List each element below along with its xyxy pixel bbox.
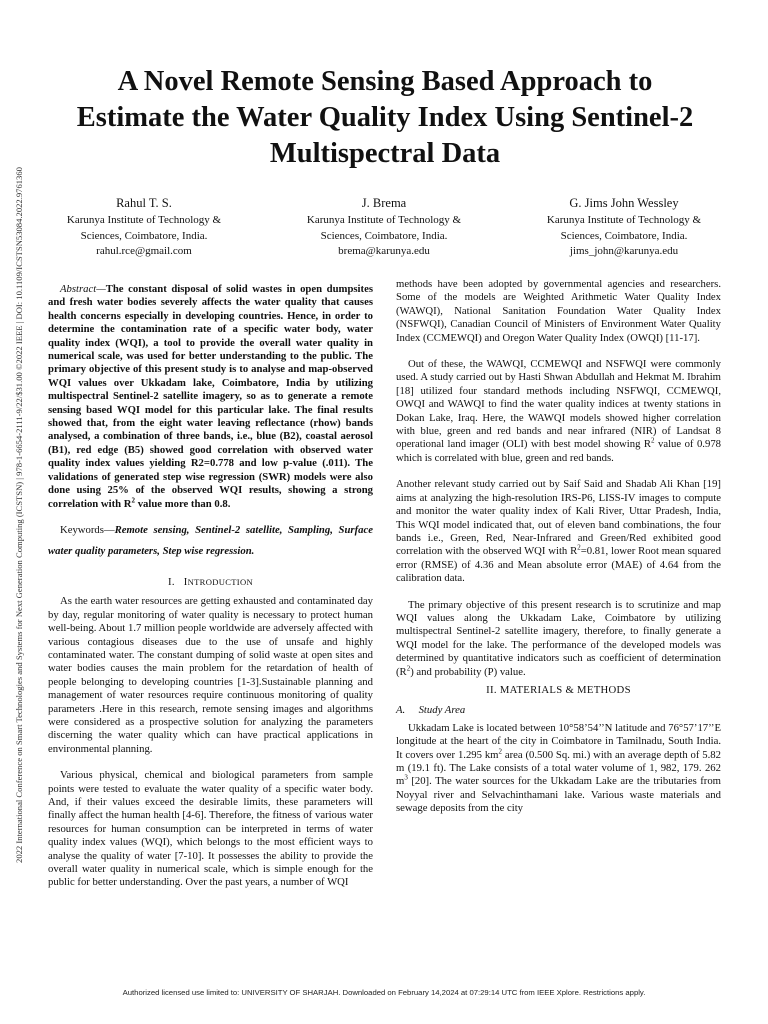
body-paragraph-4 [396, 599, 721, 679]
body-text: Out of these, the WAWQI, CCMEWQI and NSFWQI were commonly used. A study carried out by Hasti Shwan Abdullah and Hekmat M. Ibrahim [18] utilized four standard methods including NSFWQI, CCMEWQI, OWQI and WAWQI to find the water quality indices at twenty stations in Dokan Lake, Iraq. Here, the WAWQI models showed higher correlation with blue, green and red bands and near infrared (NIR) of Landsat 8 operational land imager (OLI) with best model showing R [396, 358, 721, 451]
body-text: =0.81, lower Root mean squared error (RMSE) of 4.36 and Mean absolute error (MAE) of 4.64 from the calibration data. [396, 545, 721, 585]
title-line-1: A Novel Remote Sensing Based Approach to [117, 66, 653, 97]
subsection-letter: A. [396, 704, 406, 717]
body-text: Ukkadam Lake is located between 10°58’54’’N latitude and 76°57’17’’E longitude at the heart of the city in Coimbatore in Tamilnadu, South India. It covers over 1.295 km [396, 721, 721, 761]
superscript: 2 [498, 747, 502, 756]
intro-paragraph-1: As the earth water resources are getting exhausted and contaminated day by day, regular monitoring of water quality is necessary to protect human well-being. About 1.7 million people worldwide are adversely affected with various contagious diseases due to the use of unsafe and highly contaminated water. The constant dumping of solid waste at open sites and water bodies causes the main problem for the retardation of health of people belonging to developing countries [1-3].Sustainable planning and management of water resources require continuous monitoring of quality parameters .Here in this research, remote sensing images and algorithms were considered as a prospective solution for analyzing the parameters discerning the water quality which can have practical applications in environmental planning. [48, 595, 373, 755]
section-heading-materials-methods: II. MATERIALS & METHODS [486, 683, 631, 696]
section-numeral: I. [168, 575, 175, 588]
author-name: G. Jims John Wessley [569, 196, 679, 210]
keywords-label: Keywords— [60, 523, 115, 536]
abstract-tail: value more than 0.8. [135, 497, 231, 510]
body-paragraph-3 [396, 478, 721, 585]
abstract-text: The constant disposal of solid wastes in open dumpsites and fresh water bodies severely affects the water quality that causes health concerns especially in developing countries. Hence, in order to determine the contamination rate of a specific water body, water quality index (WQI), a tool to provide the overall water quality in numerical scale, was used for better understanding to the public. The primary objective of this present study is to analyse and map-observed WQI values over Ukkadam lake, Coimbatore, India by utilizing multispectral Sentinel-2 satellite imagery, so as to generate a remote sensing based WQI model for this particular lake. The final results showed that, from the eight water leaving reflectance (rhow) bands analysed, a combination of three bands, i.e., blue (B2), coastal aerosol (B1), red edge (B5) showed good correlation with observed water quality index values yielding R2=0.778 and low p-value (.011). The validations of generated step wise regression (SWR) models were also done using 25% of the observed WQI results, showing a strong correlation with R [48, 283, 373, 510]
body-paragraph-1: methods have been adopted by governmental agencies and researchers. Some of the models are Weighted Arithmetic Water Quality Index (WAWQI), National Sanitation Foundation Water Quality Index (NSFWQI), Canadian Council of Ministers of Environment Water Quality Index (CCMEWQI) and Oregon Water Quality Index (OWQI) [11-17]. [396, 278, 721, 344]
license-footer: Authorized licensed use limited to: UNIVERSITY OF SHARJAH. Downloaded on February 14,2024 at 07:29:14 UTC from IEEE Xplore. Restrictions apply. [122, 988, 646, 997]
section-heading-introduction [48, 576, 373, 589]
body-paragraph-2 [396, 358, 721, 465]
superscript: 2 [406, 664, 411, 672]
subsection-title: Study Area [418, 704, 466, 717]
author-affiliation: Sciences, Coimbatore, India. [80, 229, 208, 242]
left-column [48, 283, 373, 890]
body-text: value of 0.978 which is correlated with blue, green and red bands. [396, 438, 722, 464]
body-text: Another relevant study carried out by Saif Said and Shadab Ali Khan [19] aims at analyzing the high-resolution IRS-P6, LISS-IV images to compute and monitor the water quality index of Kali River, Uttar Pradesh, India, This WQI model indicated that, out of eleven band combinations, the four bands i.e., Green, Red, Near-Infrared and Green/Red exhibited good correlation with the observed WQI with R [396, 478, 721, 558]
abstract-sup: 2 [131, 495, 136, 504]
title-line-2: Estimate the Water Quality Index Using Sentinel-2 [76, 102, 694, 133]
author-block-3 [504, 195, 744, 260]
author-name: J. Brema [361, 196, 407, 210]
keywords-text: Remote sensing, Sentinel-2 satellite, Sampling, Surface water quality parameters, Step wise regression. [48, 523, 373, 557]
doi-sidebar-text: 2022 International Conference on Smart Technologies and Systems for Next Generation Computing (ICSTSN) | 978-1-6654-2111-9/22/$31.00 ©2022 IEEE | DOI: 10.1109/ICSTSN53084.2022.9761360 [14, 167, 24, 863]
section-rest: NTRODUCTION [187, 576, 253, 587]
author-block-1 [24, 195, 264, 260]
superscript: 3 [404, 773, 408, 782]
author-affiliation: Karunya Institute of Technology & [66, 214, 222, 226]
superscript: 2 [577, 543, 581, 552]
body-text: The primary objective of this present research is to scrutinize and map WQI values along the Ukkadam Lake, Coimbatore by utilizing multispectral Sentinel-2 satellite imagery, therefore, to finally generate a WQI model for the lake. The performance of the developed models was determined by quantitative indicators such as coefficient of determination (R [396, 598, 721, 678]
section-initial: I [183, 575, 188, 588]
author-affiliation: Karunya Institute of Technology & [306, 214, 462, 226]
title-line-3: Multispectral Data [269, 138, 501, 169]
keywords [48, 520, 373, 562]
abstract-label: Abstract— [60, 283, 106, 295]
author-name: Rahul T. S. [116, 196, 172, 210]
body-paragraph-5 [396, 722, 721, 816]
body-text: [20]. The water sources for the Ukkadam Lake are the tributaries from Noyyal river and Selvachinthamani lake. Various waste materials and sewage deposits from the city [396, 775, 721, 815]
body-text: ) and probability (P) value. [410, 665, 526, 678]
author-affiliation: Karunya Institute of Technology & [546, 214, 702, 226]
superscript: 2 [651, 436, 655, 445]
author-email: jims_john@karunya.edu [569, 245, 679, 257]
paper-title [40, 64, 730, 172]
author-email: brema@karunya.edu [338, 245, 430, 257]
subsection-heading-study-area [396, 704, 721, 717]
abstract [48, 283, 373, 511]
author-email: rahul.rce@gmail.com [96, 245, 192, 257]
author-affiliation: Sciences, Coimbatore, India. [320, 229, 448, 242]
right-column [396, 278, 721, 816]
body-text: area (0.500 Sq. mi.) with an average depth of 5.82 m (19.1 ft). The Lake consists of a total water volume of 1, 982, 179. 262 m [396, 748, 721, 788]
intro-paragraph-2: Various physical, chemical and biological parameters from sample points were tested to evaluate the water quality of a specific water body. And, if their values exceed the desirable limits, these parameters will finally affect the human health [4-6]. Therefore, the fitness of various water resources for human consumption can be interpreted in terms of water quality index values (WQI), which belongs to the most efficient ways to analyse the quality of water [7-10]. It possesses the ability to provide the overall water quality in numerical scale, which is simple enough for the public for better understanding. Over the past years, a number of WQI [48, 769, 373, 889]
author-block-2 [264, 195, 504, 260]
author-affiliation: Sciences, Coimbatore, India. [560, 229, 688, 242]
